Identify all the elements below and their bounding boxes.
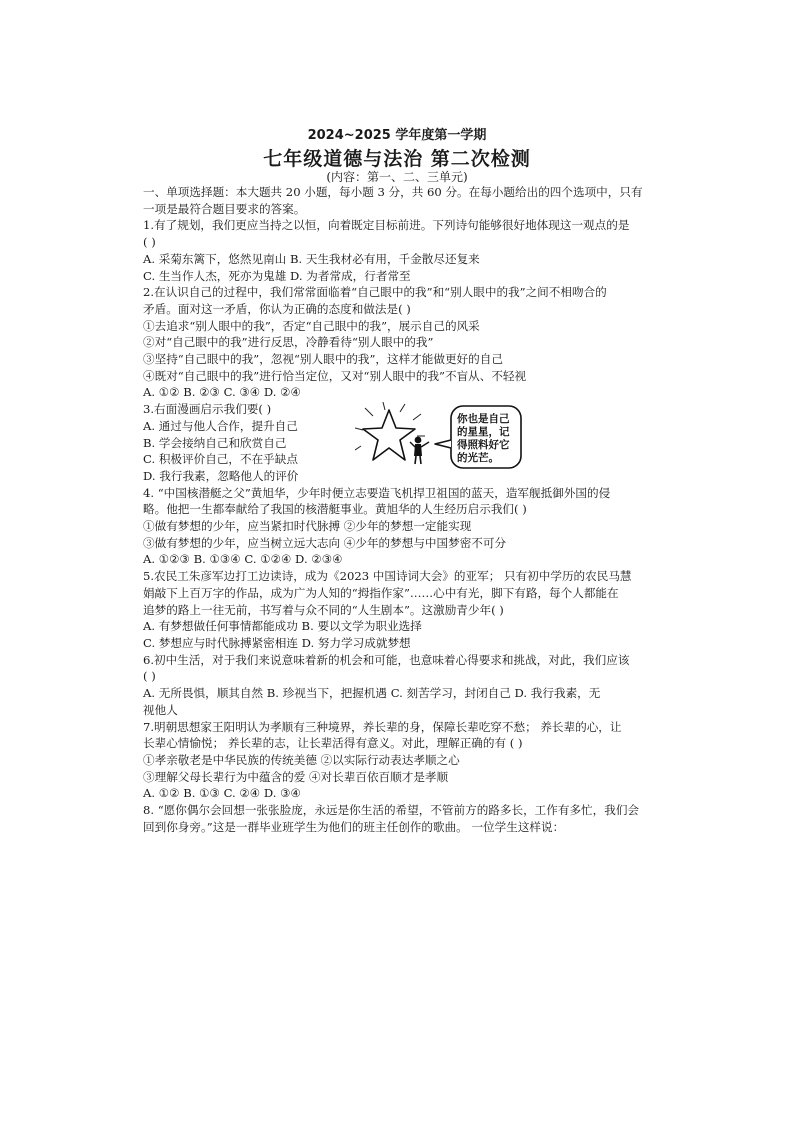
q4-items-34: ③做有梦想的少年，应当树立远大志向 ④少年的梦想与中国梦密不可分 xyxy=(143,535,507,550)
q5-stem-cont: 娟敲下上百万字的作品，成为广为人知的“拇指作家”……心中有光，脚下有路，每个人都能在 xyxy=(143,585,619,600)
q2-options: A. ①② B. ②③ C. ③④ D. ②④ xyxy=(143,385,301,400)
q6-stem-cont: ( ) xyxy=(143,669,156,684)
bubble-line-4: 的光芒。 xyxy=(457,452,499,464)
star-icon xyxy=(363,410,415,460)
q3-option-c: C. 积极评价自己，不在乎缺点 xyxy=(143,452,298,467)
q5-options-ab: A. 有梦想做任何事情都能成功 B. 要以文学为职业选择 xyxy=(143,619,422,634)
q6-options: A. 无所畏惧，顺其自然 B. 珍视当下，把握机遇 C. 刻苦学习，封闭自己 D. 我行我素，无 xyxy=(143,686,601,701)
q2-item-3: ③坚持“自己眼中的我”，忽视“别人眼中的我”，这样才能做更好的自己 xyxy=(143,352,503,367)
q7-stem-cont: 长辈心情愉悦； 养长辈的志，让长辈活得有意义。对此，理解正确的有 ( ) xyxy=(143,736,523,751)
q8-stem: 8. “愿你偶尔会回想一张张脸庞，永远是你生活的希望，不管前方的路多长，工作有多忙，我们会 xyxy=(143,803,640,818)
q1-stem-cont: ( ) xyxy=(143,235,156,250)
exam-term: 2024~2025 学年度第一学期 xyxy=(307,128,487,143)
exam-scope: (内容：第一、二、三单元) xyxy=(326,170,468,184)
exam-title: 七年级道德与法治 第二次检测 xyxy=(263,148,531,170)
q7-options: A. ①② B. ①③ C. ②④ D. ③④ xyxy=(143,786,301,801)
section-instruction-cont: 一项是最符合题目要求的答案。 xyxy=(143,201,306,216)
q5-options-cd: C. 梦想应与时代脉搏紧密相连 D. 努力学习成就梦想 xyxy=(143,635,411,650)
bubble-line-3: 得照料好它 xyxy=(457,439,510,451)
q7-stem: 7.明朝思想家王阳明认为孝顺有三种境界，养长辈的身，保障长辈吃穿不愁； 养长辈的心，让 xyxy=(143,719,622,734)
q6-stem: 6.初中生活，对于我们来说意味着新的机会和可能，也意味着心得要求和挑战，对此，我们应该 xyxy=(143,652,630,667)
q2-item-1: ①去追求“别人眼中的我”，否定“自己眼中的我”，展示自己的风采 xyxy=(143,318,480,333)
q2-stem-cont: 矛盾。面对这一矛盾，你认为正确的态度和做法是( ) xyxy=(143,301,411,316)
q3-stem: 3.右面漫画启示我们要( ) xyxy=(143,402,272,417)
question-body xyxy=(143,184,663,835)
q4-items-12: ①做有梦想的少年，应当紧扣时代脉搏 ②少年的梦想一定能实现 xyxy=(143,519,472,534)
q2-item-4: ④既对“自己眼中的我”进行恰当定位，又对“别人眼中的我”不盲从、不轻视 xyxy=(143,368,527,383)
q3-option-a: A. 通过与他人合作，提升自己 xyxy=(143,418,298,433)
q5-stem-cont2: 追梦的路上一往无前，书写着与众不同的“人生剧本”。这激励青少年( ) xyxy=(143,602,504,617)
q5-stem: 5.农民工朱彦军边打工边读诗，成为《2023 中国诗词大会》的亚军； 只有初中学历的农民马慧 xyxy=(143,569,632,584)
q6-options-cont: 视他人 xyxy=(143,702,178,717)
q3-option-b: B. 学会接纳自己和欣赏自己 xyxy=(143,435,287,450)
q3-option-d: D. 我行我素，忽略他人的评价 xyxy=(143,468,299,483)
q1-stem: 1.有了规划，我们更应当持之以恒，向着既定目标前进。下列诗句能够很好地体现这一观点的是 xyxy=(143,218,630,233)
q1-options-cd: C. 生当作人杰，死亦为鬼雄 D. 为者常成，行者常至 xyxy=(143,268,411,283)
bubble-line-2: 的星星，记 xyxy=(457,426,510,438)
q4-stem: 4. “中国核潜艇之父”黄旭华，少年时便立志要造飞机捍卫祖国的蓝天，造军舰抵御外国的侵 xyxy=(143,485,611,500)
q4-stem-cont: 略。他把一生都奉献给了我国的核潜艇事业。黄旭华的人生经历启示我们( ) xyxy=(143,502,527,517)
section-instruction: 一、单项选择题：本大题共 20 小题，每小题 3 分，共 60 分。在每小题给出的四个选项中，只有 xyxy=(143,185,643,199)
q2-stem: 2.在认识自己的过程中，我们常常面临着“自己眼中的我”和“别人眼中的我”之间不相吻合的 xyxy=(143,285,607,300)
person-figure-icon xyxy=(410,437,429,464)
bubble-line-1: 你也是自己 xyxy=(457,413,510,425)
q2-item-2: ②对“自己眼中的我”进行反思，冷静看待“别人眼中的我” xyxy=(143,335,434,350)
q7-items-34: ③理解父母长辈行为中蕴含的爱 ④对长辈百依百顺才是孝顺 xyxy=(143,769,449,784)
q7-items-12: ①孝亲敬老是中华民族的传统美德 ②以实际行动表达孝顺之心 xyxy=(143,752,460,767)
q4-options: A. ①②③ B. ①③④ C. ①②④ D. ②③④ xyxy=(143,552,343,567)
q8-stem-cont: 回到你身旁。”这是一群毕业班学生为他们的班主任创作的歌曲。 一位学生这样说： xyxy=(143,819,565,834)
q3-cartoon xyxy=(355,402,525,472)
q1-options-ab: A. 采菊东篱下，悠然见南山 B. 天生我材必有用，千金散尽还复来 xyxy=(143,251,480,266)
